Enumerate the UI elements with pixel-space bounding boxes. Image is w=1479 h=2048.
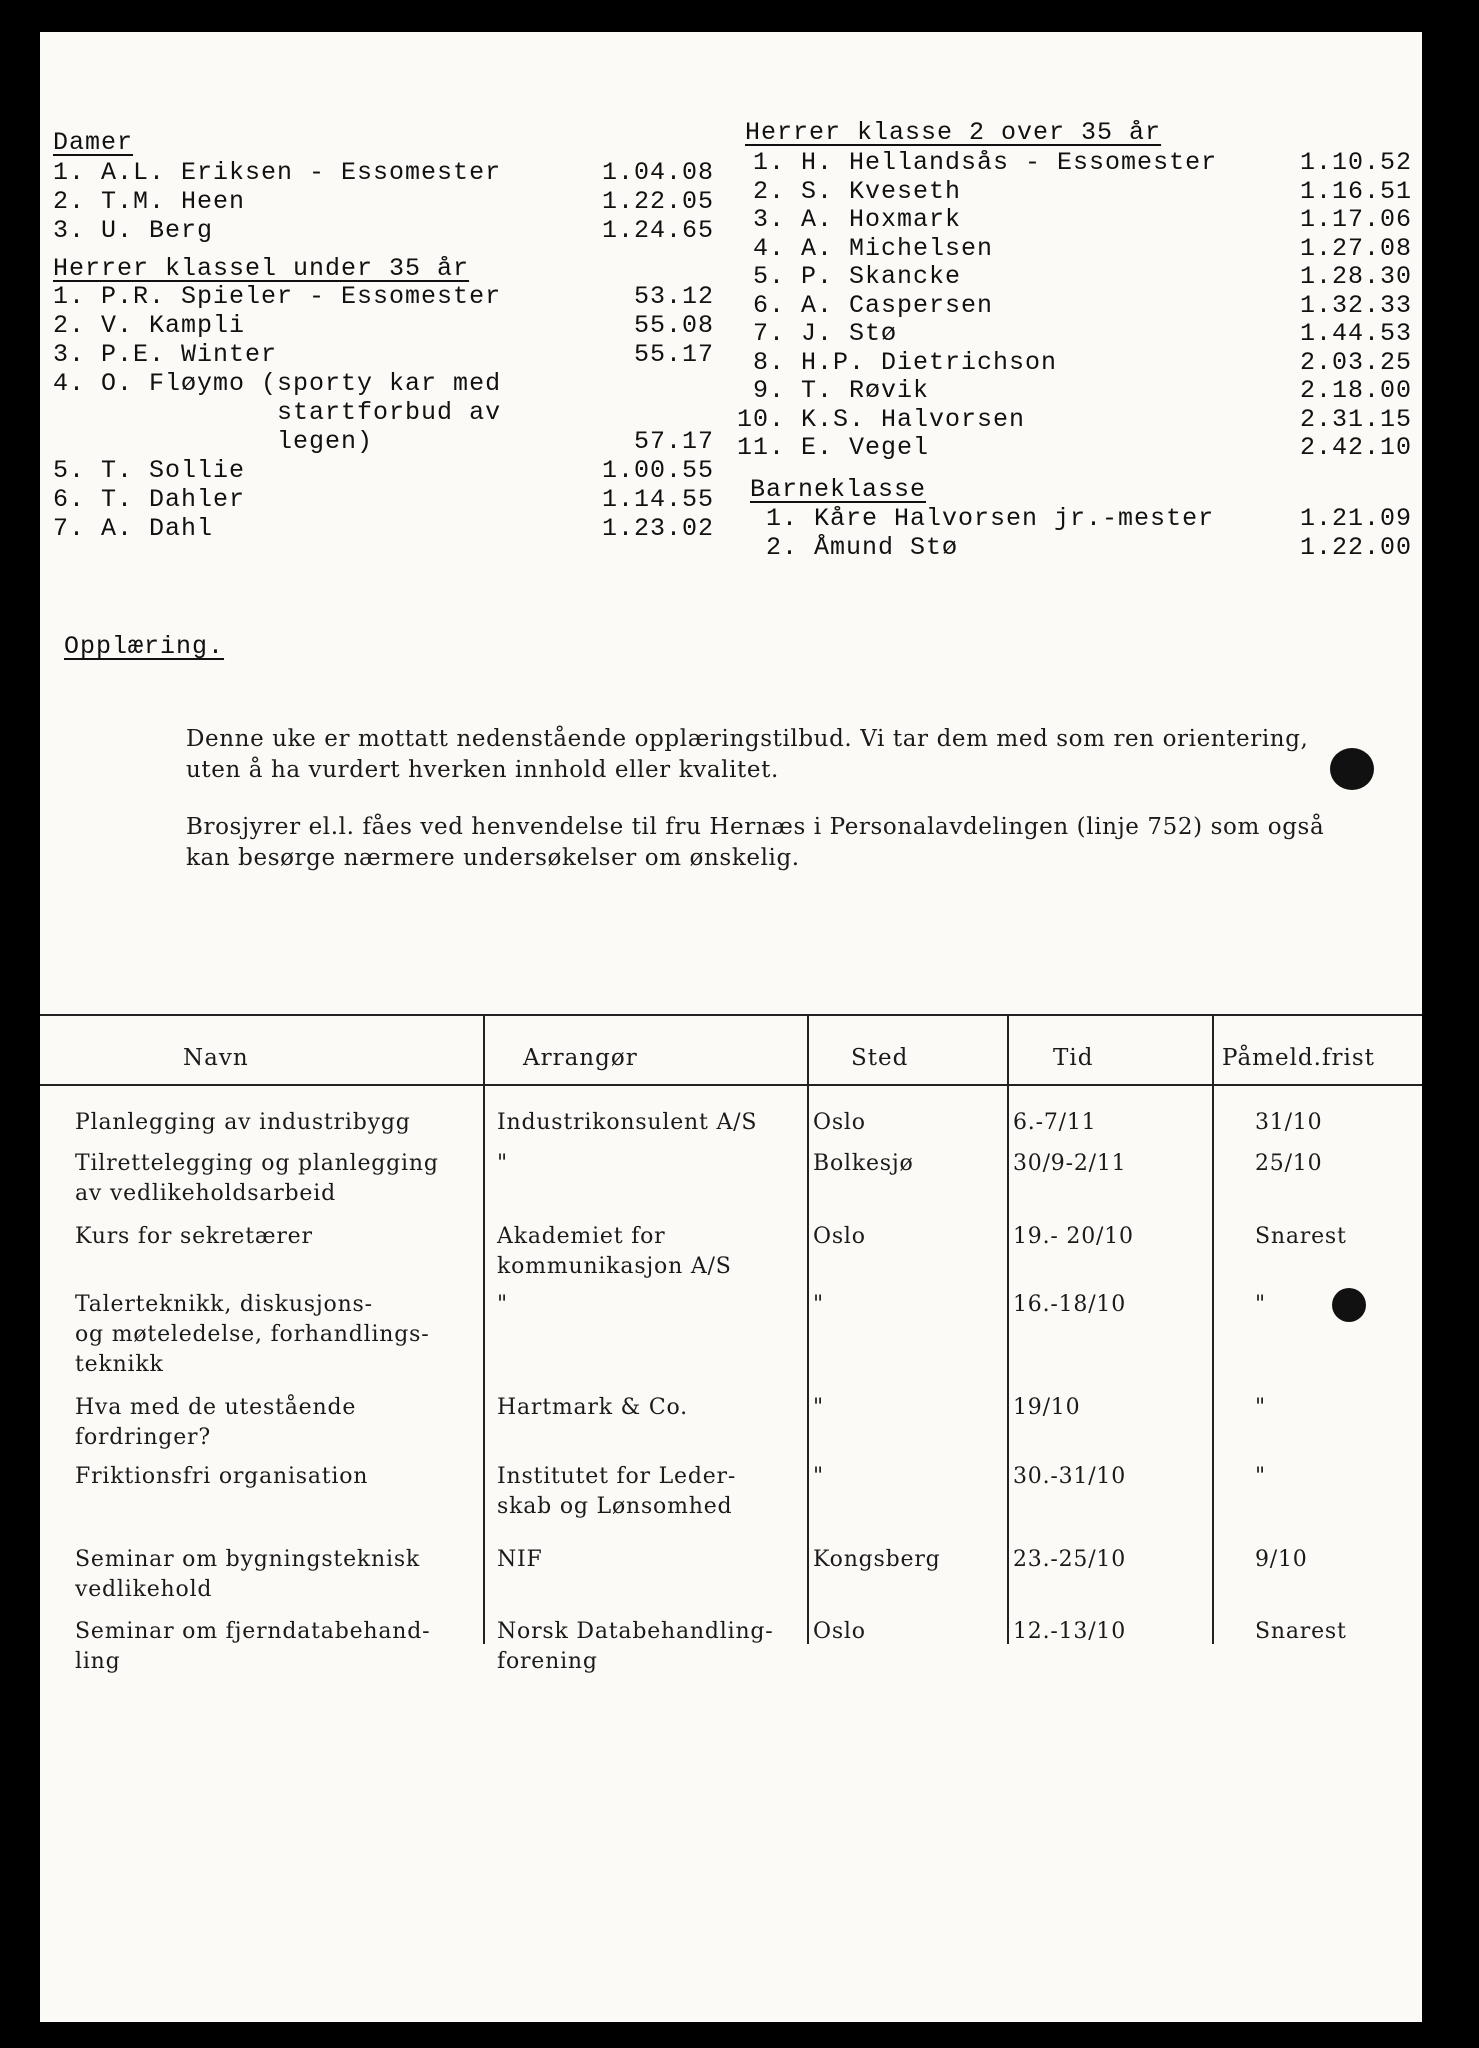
result-row [53,187,245,217]
cell-tid: 12.-13/10 [1013,1619,1127,1644]
result-time: 1.27.08 [1299,233,1412,263]
result-row [737,205,961,235]
result-row [53,456,245,486]
result-row [53,485,245,515]
opplaering-paragraph-2: Brosjyrer el.l. fåes ved henvendelse til fru Hernæs i Personalavdelingen (linje 752) som også kan besørge nærmere undersøkelser om ønskelig. [186,814,1325,871]
result-row [53,369,501,399]
header-tid: Tid [1053,1045,1094,1071]
result-name: 2. Åmund Stø [750,533,959,562]
cell-arrangor: Hartmark & Co. [497,1395,688,1420]
cell-tid: 23.-25/10 [1013,1547,1127,1572]
result-name: 2. V. Kampli [53,311,246,340]
result-time: 1.17.06 [1299,205,1412,234]
cell-navn: Talerteknikk, diskusjons- og møteledelse, forhandlings- teknikk [75,1292,430,1377]
cell-navn: Tilrettelegging og planlegging av vedlikeholdsarbeid [75,1151,439,1206]
cell-navn: Kurs for sekretærer [75,1224,313,1249]
result-row [53,158,501,188]
ink-blot [1330,748,1374,790]
result-row [750,504,1214,534]
cell-tid: 19/10 [1013,1395,1081,1420]
result-name: 2. T.M. Heen [53,187,246,216]
table-top-rule [40,1014,1422,1016]
result-row [53,427,373,457]
result-time: 2.42.10 [1299,433,1412,462]
cell-arrangor: Institutet for Leder- skab og Lønsomhed [497,1464,737,1519]
cell-arrangor: Industrikonsulent A/S [497,1110,758,1135]
cell-frist: 9/10 [1255,1547,1308,1572]
result-time: 1.14.55 [601,485,714,514]
cell-arrangor: Norsk Databehandling- forening [497,1619,774,1674]
cell-sted: " [813,1292,824,1317]
document-page [40,32,1422,2022]
result-name: legen) [53,427,374,456]
result-time: 1.28.30 [1299,262,1412,291]
result-time: 53.12 [633,282,714,311]
opplaering-heading: Opplæring. [64,632,225,661]
barne-heading: Barneklasse [750,475,927,504]
cell-navn: Seminar om fjerndatabehand- ling [75,1619,431,1674]
result-name: 8. H.P. Dietrichson [737,347,1058,377]
result-name: 3. P.E. Winter [53,340,278,369]
cell-frist: Snarest [1255,1619,1347,1644]
cell-sted: Kongsberg [813,1547,941,1572]
cell-frist: " [1255,1292,1266,1317]
result-name: 10. K.S. Halvorsen [737,404,1026,434]
result-name: 3. U. Berg [53,216,214,245]
cell-sted: Bolkesjø [813,1151,914,1176]
header-navn: Navn [183,1045,249,1071]
cell-navn: Friktionsfri organisation [75,1464,369,1489]
result-time: 55.17 [633,340,714,369]
result-time: 1.24.65 [601,216,714,245]
result-time: 2.31.15 [1299,404,1412,434]
result-time: 1.16.51 [1299,176,1412,206]
column-divider-4 [1212,1014,1214,1644]
result-name: 2. S. Kveseth [737,176,962,206]
cell-tid: 19.- 20/10 [1013,1224,1134,1249]
result-name: startforbud av [53,398,502,427]
cell-frist: " [1255,1395,1266,1420]
result-row [53,282,501,312]
cell-tid: 6.-7/11 [1013,1110,1097,1135]
result-row [737,405,1025,435]
cell-sted: " [813,1464,824,1489]
cell-tid: 16.-18/10 [1013,1292,1127,1317]
cell-sted: Oslo [813,1619,866,1644]
result-name: 4. O. Fløymo (sporty kar med [53,369,502,398]
result-time: 1.32.33 [1299,290,1412,320]
result-name: 5. P. Skancke [737,262,962,291]
header-sted: Sted [851,1045,909,1071]
cell-sted: Oslo [813,1110,866,1135]
table-header-rule [40,1084,1422,1086]
result-time: 1.22.05 [601,187,714,216]
result-row [737,348,1057,378]
result-time: 1.44.53 [1299,319,1412,348]
result-row [53,340,277,370]
result-row [737,319,897,349]
cell-frist: " [1255,1464,1266,1489]
result-name: 7. A. Dahl [53,514,214,543]
result-row [750,533,958,563]
cell-navn: Seminar om bygningsteknisk vedlikehold [75,1547,421,1602]
cell-tid: 30.-31/10 [1013,1464,1127,1489]
result-time: 1.22.00 [1299,533,1412,562]
result-time: 55.08 [633,311,714,340]
result-time: 57.17 [633,427,714,456]
column-divider-1 [483,1014,485,1644]
result-name: 9. T. Røvik [737,376,930,405]
herrer2-heading: Herrer klasse 2 over 35 år [745,118,1162,147]
ink-dot [1332,1288,1366,1322]
result-row [737,148,1217,178]
column-divider-3 [1007,1014,1009,1644]
header-arrangor: Arrangør [523,1045,638,1071]
header-frist: Påmeld.frist [1222,1045,1375,1071]
result-name: 3. A. Hoxmark [737,205,962,234]
result-name: 6. T. Dahler [53,485,246,514]
result-row [737,234,993,264]
result-name: 1. A.L. Eriksen - Essomester [53,158,502,187]
cell-frist: 25/10 [1255,1151,1323,1176]
herrer1-heading: Herrer klassel under 35 år [53,254,470,283]
result-name: 1. P.R. Spieler - Essomester [53,282,502,311]
cell-frist: 31/10 [1255,1110,1323,1135]
result-row [737,262,961,292]
result-time: 1.21.09 [1299,504,1412,533]
opplaering-paragraph-1: Denne uke er mottatt nedenstående opplæringstilbud. Vi tar dem med som ren orientering, uten å ha vurdert hverken innhold eller kvalitet. [186,726,1309,783]
cell-sted: Oslo [813,1224,866,1249]
damer-heading: Damer [53,128,134,157]
cell-sted: " [813,1395,824,1420]
cell-frist: Snarest [1255,1224,1347,1249]
cell-arrangor: " [497,1292,508,1317]
result-name: 7. J. Stø [737,319,898,348]
result-time: 1.04.08 [601,158,714,187]
cell-tid: 30/9-2/11 [1013,1151,1127,1176]
cell-navn: Planlegging av industribygg [75,1110,411,1135]
result-row [53,216,213,246]
result-name: 5. T. Sollie [53,456,246,485]
result-row [53,398,501,428]
result-row [737,291,993,321]
result-row [53,514,213,544]
result-name: 1. Kåre Halvorsen jr.-mester [750,504,1215,533]
result-row [53,311,245,341]
result-name: 1. H. Hellandsås - Essomester [737,148,1218,177]
result-row [737,433,929,463]
result-time: 2.18.00 [1299,376,1412,405]
cell-navn: Hva med de utestående fordringer? [75,1395,357,1450]
result-name: 6. A. Caspersen [737,290,994,320]
result-time: 1.23.02 [601,514,714,543]
cell-arrangor: Akademiet for kommunikasjon A/S [497,1224,732,1279]
column-divider-2 [807,1014,809,1644]
result-name: 11. E. Vegel [737,433,930,462]
result-time: 1.00.55 [601,456,714,485]
cell-arrangor: NIF [497,1547,543,1572]
result-row [737,177,961,207]
result-row [737,376,929,406]
result-time: 1.10.52 [1299,148,1412,177]
cell-arrangor: " [497,1151,508,1176]
result-name: 4. A. Michelsen [737,233,994,263]
result-time: 2.03.25 [1299,347,1412,377]
